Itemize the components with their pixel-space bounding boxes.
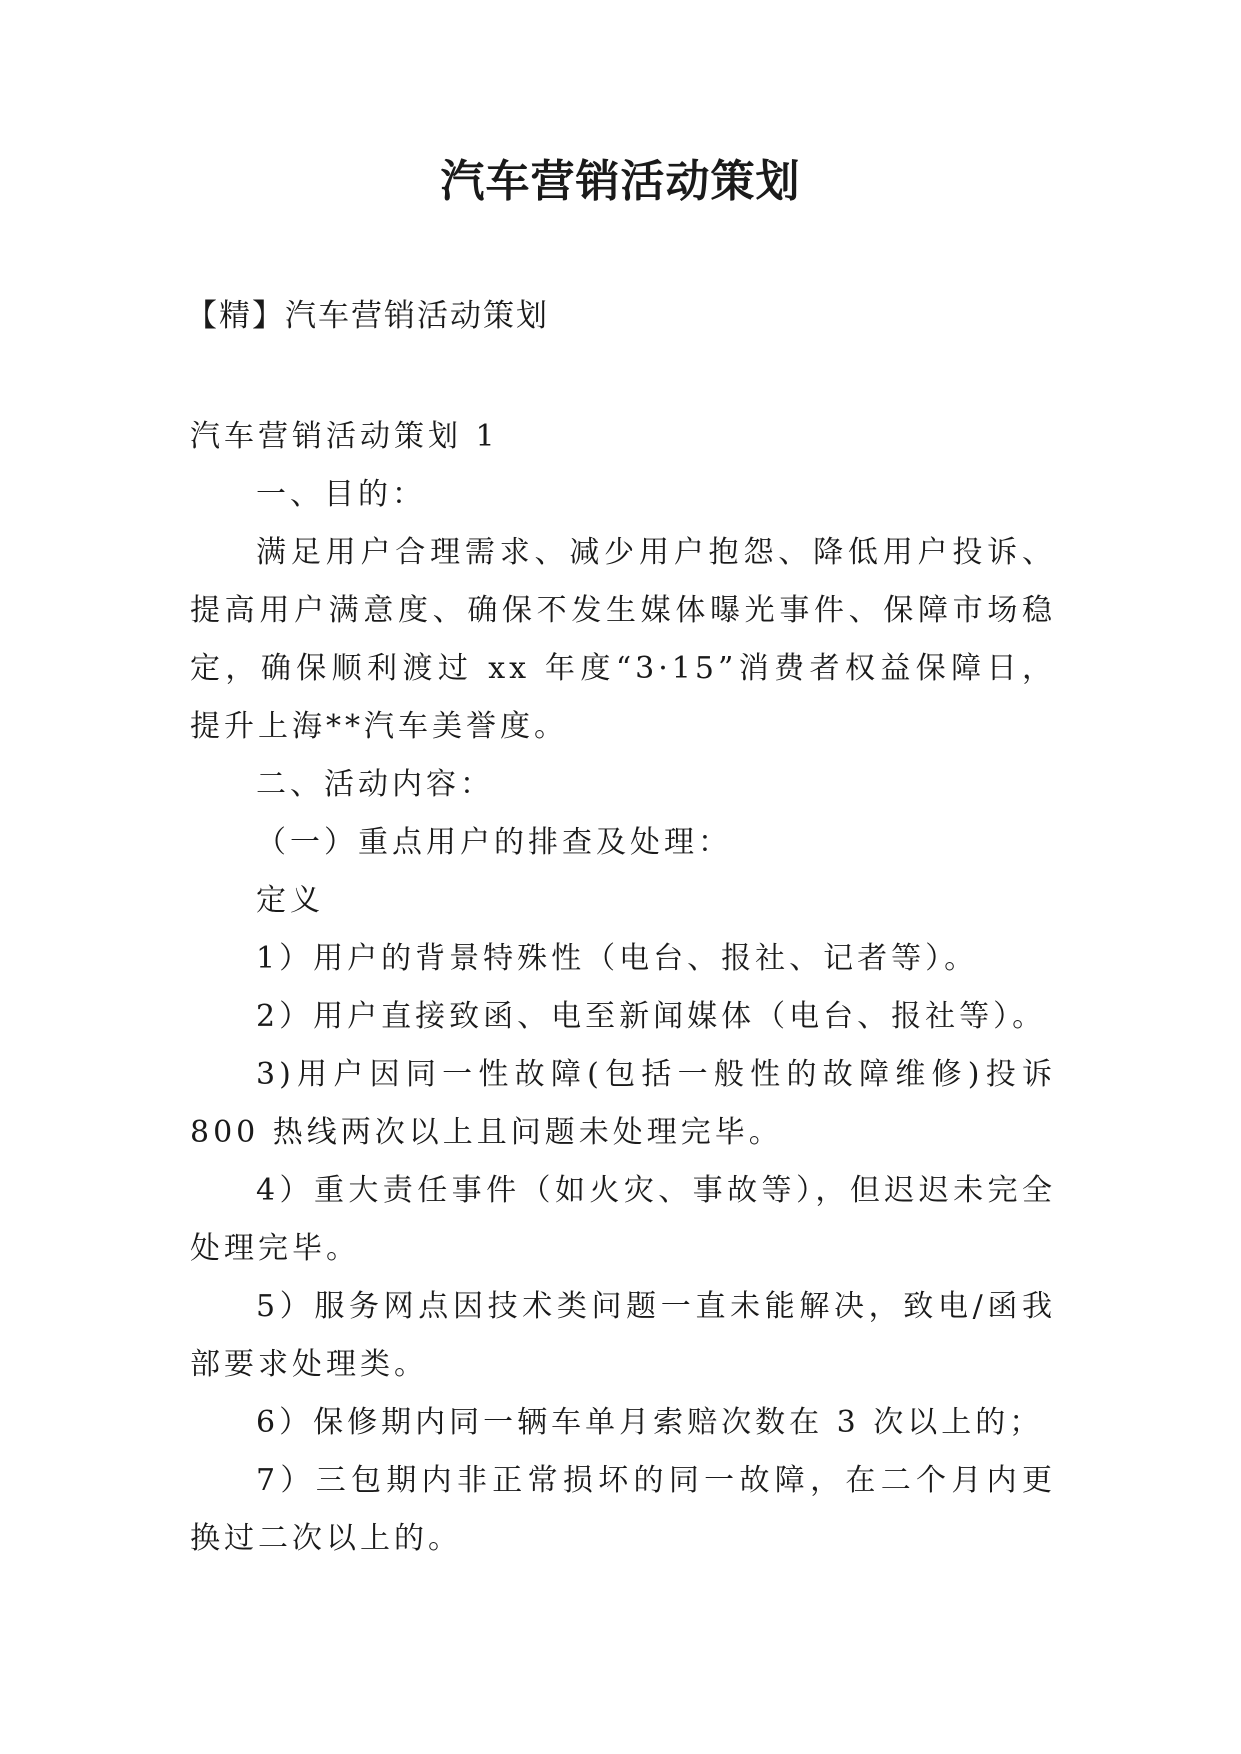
body-paragraph: 一、目的： [256, 477, 426, 512]
body-paragraph: 3)用户因同一性故障(包括一般性的故障维修)投诉 800 热线两次以上且问题未处理完毕。 [190, 1057, 1056, 1150]
body-paragraph: 定义 [256, 883, 324, 918]
body-paragraph: 5）服务网点因技术类问题一直未能解决，致电/函我部要求处理类。 [190, 1289, 1056, 1382]
body-paragraph: 满足用户合理需求、减少用户抱怨、降低用户投诉、提高用户满意度、确保不发生媒体曝光事件、保障市场稳定，确保顺利渡过 xx 年度“3·15”消费者权益保障日，提升上海**汽车美誉度。 [190, 535, 1056, 744]
document-subtitle: 【精】汽车营销活动策划 [186, 298, 549, 334]
document-title: 汽车营销活动策划 [440, 156, 801, 207]
body-paragraph: 1）用户的背景特殊性（电台、报社、记者等）。 [256, 941, 979, 976]
document-body [190, 408, 1056, 1568]
body-paragraph: 6）保修期内同一辆车单月索赔次数在 3 次以上的； [256, 1405, 1044, 1440]
body-paragraph: （一）重点用户的排查及处理： [256, 825, 732, 860]
body-paragraph: 4）重大责任事件（如火灾、事故等），但迟迟未完全处理完毕。 [190, 1173, 1056, 1266]
body-paragraph: 二、活动内容： [256, 767, 494, 802]
body-paragraph: 汽车营销活动策划 1 [190, 419, 499, 454]
body-paragraph: 7）三包期内非正常损坏的同一故障，在二个月内更换过二次以上的。 [190, 1463, 1056, 1556]
body-paragraph: 2）用户直接致函、电至新闻媒体（电台、报社等）。 [256, 999, 1047, 1034]
